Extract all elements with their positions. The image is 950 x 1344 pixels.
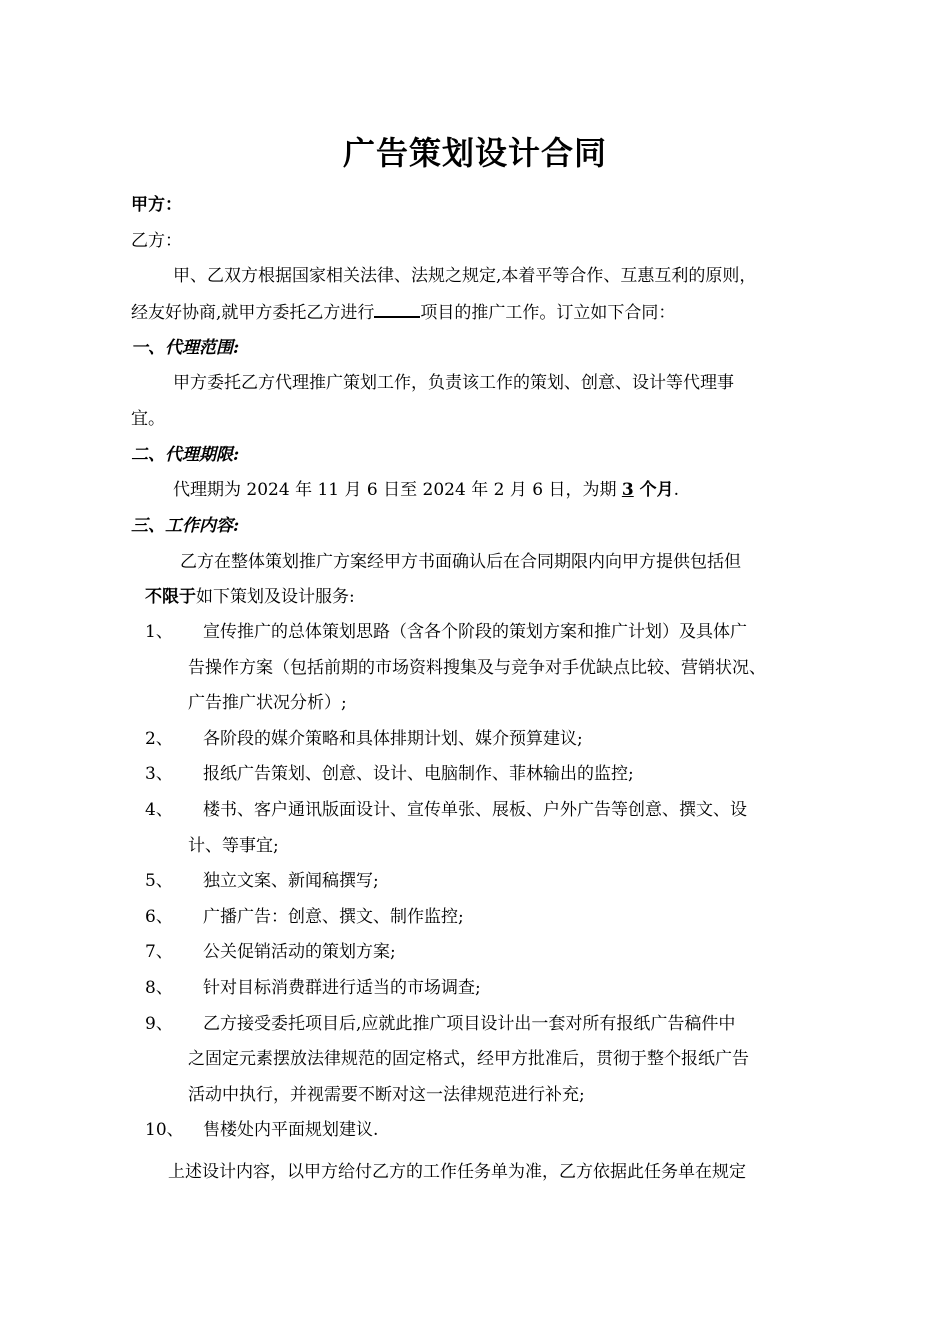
list-item-text: 广播广告：创意、撰文、制作监控; [203, 906, 464, 927]
list-item-text: 计、等事宜; [188, 835, 279, 856]
document-title: 广告策划设计合同 [342, 134, 607, 172]
section-3-closing: 上述设计内容，以甲方给付乙方的工作任务单为准，乙方依据此任务单在规定 [168, 1162, 746, 1182]
months-number: 3 [621, 480, 634, 500]
intro-line-1: 甲、乙双方根据国家相关法律、法规之规定,本着平等合作、互惠互利的原则， [173, 266, 757, 286]
list-item-text: 售楼处内平面规划建议. [203, 1120, 379, 1141]
months-unit: 个月 [633, 480, 674, 500]
list-item-number: 1、 [145, 622, 173, 642]
section-2-line [173, 478, 679, 502]
section-1-line-1: 甲方委托乙方代理推广策划工作，负责该工作的策划、创意、设计等代理事 [173, 373, 734, 393]
list-item-number: 10、 [145, 1120, 184, 1141]
list-item-number: 4、 [145, 800, 173, 820]
list-item-text: 乙方接受委托项目后,应就此推广项目设计出一套对所有报纸广告稿件中 [203, 1013, 736, 1034]
list-item-text: 楼书、客户通讯版面设计、宣传单张、展板、户外广告等创意、撰文、设 [203, 800, 747, 820]
section-3-line-1: 乙方在整体策划推广方案经甲方书面确认后在合同期限内向甲方提供包括但 [180, 552, 741, 572]
section-1-line-2: 宜。 [131, 409, 165, 429]
list-item-text: 各阶段的媒介策略和具体排期计划、媒介预算建议; [203, 728, 583, 749]
period-end: . [673, 480, 680, 500]
list-item-text: 报纸广告策划、创意、设计、电脑制作、菲林输出的监控; [203, 764, 634, 785]
section-2-heading: 二、代理期限: [131, 445, 240, 465]
list-item-text: 之固定元素摆放法律规范的固定格式，经甲方批准后，贯彻于整个报纸广告 [188, 1049, 749, 1070]
list-item-text: 告操作方案（包括前期的市场资料搜集及与竞争对手优缺点比较、营销状况、 [188, 657, 766, 678]
agency-period-text: 代理期为 2024 年 11 月 6 日至 2024 年 2 月 6 日，为期 [173, 480, 622, 500]
list-item-number: 5、 [145, 871, 173, 892]
list-item-number: 3、 [145, 764, 173, 785]
list-item-text: 宣传推广的总体策划思路（含各个阶段的策划方案和推广计划）及具体广 [203, 622, 747, 642]
party-a-label: 甲方： [131, 195, 182, 215]
list-item-number: 9、 [145, 1013, 173, 1034]
intro-line-2-pre: 经友好协商,就甲方委托乙方进行 [131, 303, 375, 323]
section-3-heading: 三、工作内容: [131, 516, 240, 536]
section-3-line-2-post: 如下策划及设计服务: [196, 587, 355, 607]
list-item-text: 公关促销活动的策划方案; [203, 942, 396, 963]
list-item-number: 8、 [145, 978, 173, 998]
not-limited-to: 不限于 [145, 587, 196, 607]
list-item-text: 独立文案、新闻稿撰写; [203, 871, 379, 892]
list-item-number: 7、 [145, 942, 173, 963]
list-item-text: 针对目标消费群进行适当的市场调查; [203, 978, 481, 998]
intro-line-2 [131, 300, 675, 325]
list-item-text: 活动中执行，并视需要不断对这一法律规范进行补充; [188, 1084, 585, 1105]
section-1-heading: 一、代理范围: [131, 338, 240, 358]
party-b-label: 乙方： [131, 231, 182, 251]
intro-line-2-post: 项目的推广工作。订立如下合同： [420, 303, 676, 323]
list-item-text: 广告推广状况分析）; [188, 693, 347, 714]
project-name-blank [374, 300, 420, 318]
section-3-line-2 [145, 585, 355, 609]
list-item-number: 2、 [145, 728, 173, 749]
list-item-number: 6、 [145, 906, 173, 927]
